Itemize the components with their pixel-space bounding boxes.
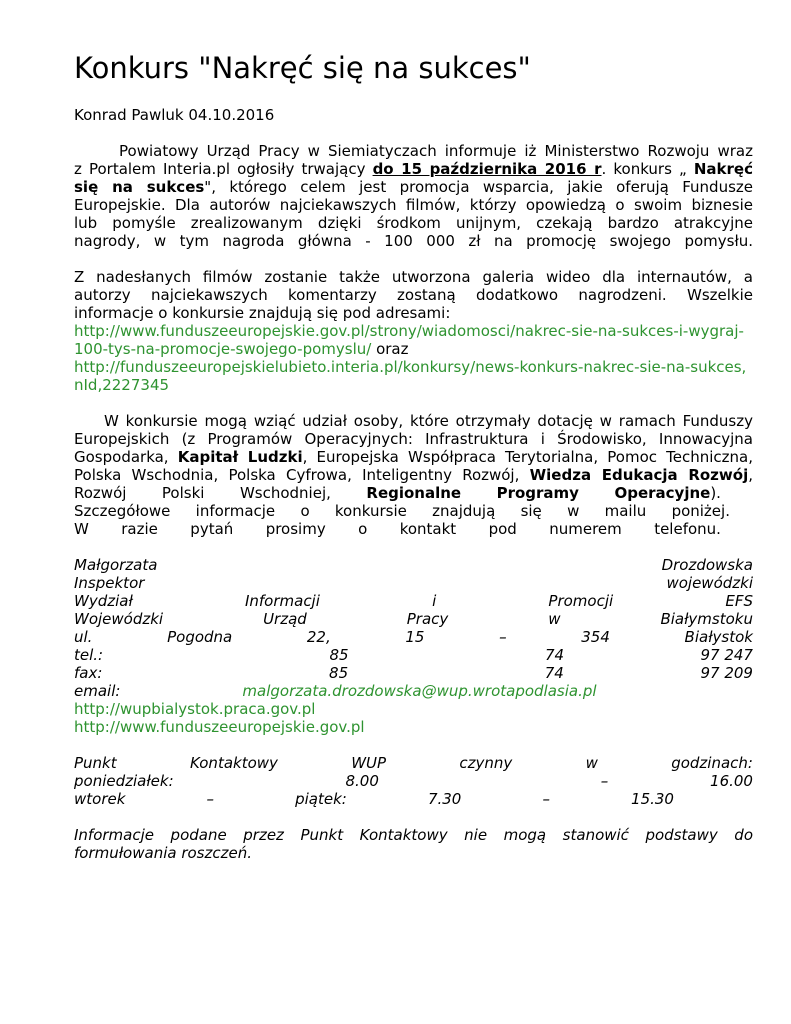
link-line bbox=[74, 718, 753, 736]
contact-row: Wojewódzki Urząd Pracy w Białymstoku bbox=[74, 610, 753, 628]
text-line: informacje o konkursie znajdują się pod adresami: bbox=[74, 304, 451, 322]
contact-row: Inspektor wojewódzki bbox=[74, 574, 753, 592]
text-line: nagrody, w tym nagroda główna - 100 000 zł na promocję swojego pomysłu. bbox=[74, 232, 753, 250]
text-line: Z nadesłanych filmów zostanie także utworzona galeria wideo dla internautów, a bbox=[74, 268, 753, 286]
document-page bbox=[74, 50, 753, 862]
email-link[interactable]: malgorzata.drozdowska@wup.wrotapodlasia.pl bbox=[242, 682, 597, 700]
eligibility-paragraph bbox=[74, 412, 753, 538]
text-line: Powiatowy Urząd Pracy w Siemiatyczach informuje iż Ministerstwo Rozwoju wraz bbox=[119, 142, 753, 160]
intro-paragraph bbox=[74, 142, 753, 250]
text-line: W konkursie mogą wziąć udział osoby, które otrzymały dotację w ramach Funduszy bbox=[104, 412, 753, 430]
hours-row: Punkt Kontaktowy WUP czynny w godzinach: bbox=[74, 754, 753, 772]
byline: Konrad Pawluk 04.10.2016 bbox=[74, 106, 275, 124]
contact-row: Wydział Informacji i Promocji EFS bbox=[74, 592, 753, 610]
text-line: Europejskie. Dla autorów najciekawszych filmów, którzy opowiedzą o swoim biznesie bbox=[74, 196, 753, 214]
disclaimer bbox=[74, 826, 753, 862]
phone-row: tel.: 85 74 97 247 bbox=[74, 646, 753, 664]
text-line: Polska Wschodnia, Polska Cyfrowa, Inteligentny Rozwój, Wiedza Edukacja Rozwój, bbox=[74, 466, 754, 484]
opening-hours bbox=[74, 754, 753, 808]
text-line: Rozwój Polski Wschodniej, Regionalne Programy Operacyjne). bbox=[74, 484, 721, 502]
text-line: formułowania roszczeń. bbox=[74, 844, 252, 862]
fax-row: fax: 85 74 97 209 bbox=[74, 664, 753, 682]
address-row: ul. Pogodna 22, 15 – 354 Białystok bbox=[74, 628, 753, 646]
link-interia-article[interactable]: http://funduszeeuropejskielubieto.interia.pl/konkursy/news-konkurs-nakrec-sie-na-sukces,nId,2227345 bbox=[74, 358, 747, 394]
hours-row: poniedziałek: 8.00 – 16.00 bbox=[74, 772, 753, 790]
text-line: Informacje podane przez Punkt Kontaktowy nie mogą stanowić podstawy do bbox=[74, 826, 753, 844]
page-title: Konkurs "Nakręć się na sukces" bbox=[74, 51, 531, 85]
text-line: autorzy najciekawszych komentarzy zostaną dodatkowo nagrodzeni. Wszelkie bbox=[74, 286, 753, 304]
contact-block bbox=[74, 556, 753, 700]
link-line: http://www.funduszeeuropejskie.gov.pl/strony/wiadomosci/nakrec-sie-na-sukces-i-wygraj-100-tys-na-promocje-swojego-pomyslu/ oraz bbox=[74, 322, 744, 358]
email-row: email: malgorzata.drozdowska@wup.wrotapodlasia.pl bbox=[74, 682, 597, 700]
text-line: lub pomyśle zrealizowanym dzięki środkom unijnym, czekają bardzo atrakcyjne bbox=[74, 214, 753, 232]
deadline-text: do 15 października 2016 r bbox=[372, 160, 602, 178]
text-line: z Portalem Interia.pl ogłosiły trwający do 15 października 2016 r. konkurs „ Nakręć bbox=[74, 160, 753, 178]
link-line bbox=[74, 700, 753, 718]
text-line: Szczegółowe informacje o konkursie znajdują się w mailu poniżej. bbox=[74, 502, 730, 520]
link-line bbox=[74, 358, 753, 394]
link-funduszeeuropejskie-article[interactable]: http://www.funduszeeuropejskie.gov.pl/strony/wiadomosci/nakrec-sie-na-sukces-i-wygraj-100-tys-na-promocje-swojego-pomyslu/ bbox=[74, 322, 744, 358]
text-line: się na sukces", którego celem jest promocja wsparcia, jakie oferują Fundusze bbox=[74, 178, 753, 196]
gallery-paragraph bbox=[74, 268, 753, 394]
text-line: Gospodarka, Kapitał Ludzki, Europejska Współpraca Terytorialna, Pomoc Techniczna, bbox=[74, 448, 753, 466]
link-wup-bialystok[interactable]: http://wupbialystok.praca.gov.pl bbox=[74, 700, 316, 718]
text-line: W razie pytań prosimy o kontakt pod numerem telefonu. bbox=[74, 520, 721, 538]
link-funduszeeuropejskie[interactable]: http://www.funduszeeuropejskie.gov.pl bbox=[74, 718, 365, 736]
contact-row: Małgorzata Drozdowska bbox=[74, 556, 753, 574]
hours-row: wtorek – piątek: 7.30 – 15.30 bbox=[74, 790, 674, 808]
text-line: Europejskich (z Programów Operacyjnych: Infrastruktura i Środowisko, Innowacyjna bbox=[74, 430, 753, 448]
